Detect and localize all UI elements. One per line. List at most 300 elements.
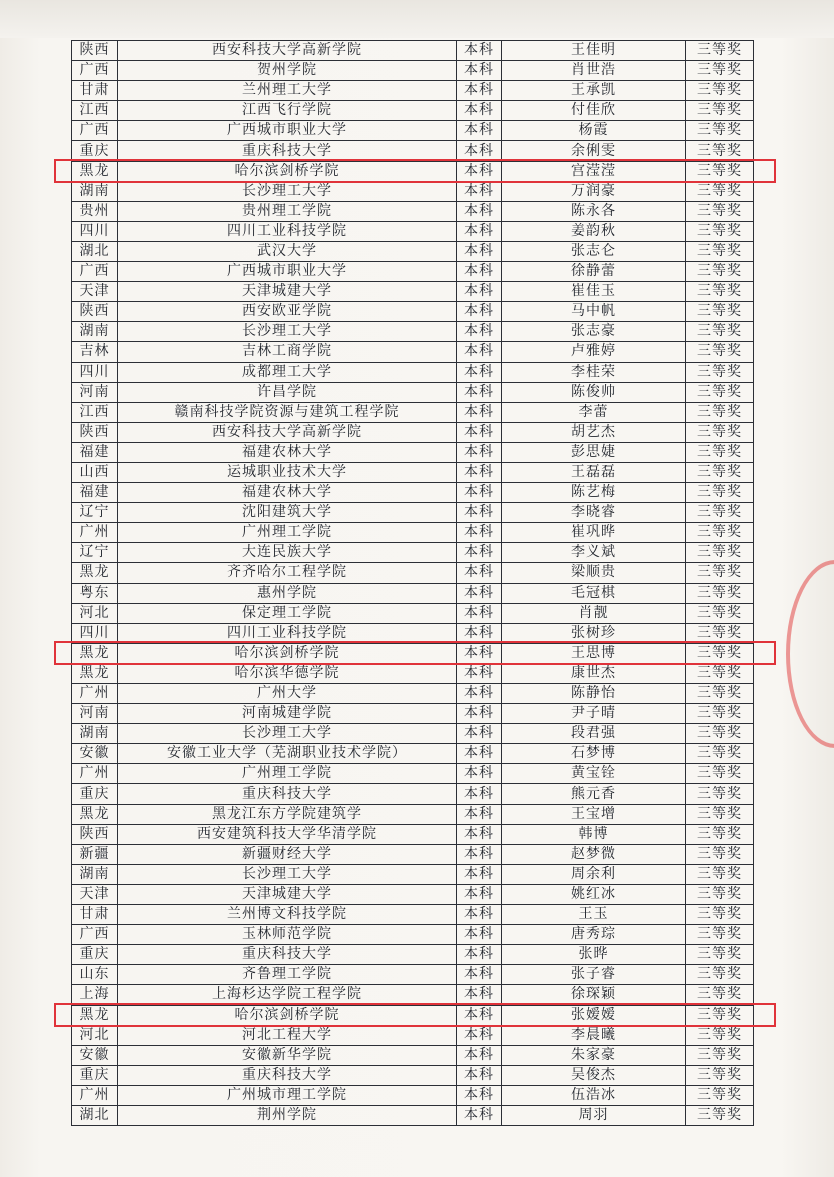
province-cell: 粤东: [72, 583, 118, 603]
province-cell: 山西: [72, 462, 118, 482]
level-cell: 本科: [457, 503, 502, 523]
table-row: [72, 945, 754, 965]
school-cell: 哈尔滨剑桥学院: [118, 161, 457, 181]
award-cell: 三等奖: [686, 684, 754, 704]
level-cell: 本科: [457, 985, 502, 1005]
table-row: [72, 141, 754, 161]
table-row: [72, 241, 754, 261]
school-cell: 长沙理工大学: [118, 181, 457, 201]
province-cell: 黑龙: [72, 563, 118, 583]
province-cell: 广西: [72, 925, 118, 945]
table-row: [72, 1065, 754, 1085]
student-name-cell: 余俐雯: [502, 141, 686, 161]
student-name-cell: 张子睿: [502, 965, 686, 985]
province-cell: 甘肃: [72, 81, 118, 101]
level-cell: 本科: [457, 663, 502, 683]
table-row: [72, 382, 754, 402]
award-cell: 三等奖: [686, 422, 754, 442]
level-cell: 本科: [457, 724, 502, 744]
award-cell: 三等奖: [686, 1105, 754, 1125]
level-cell: 本科: [457, 121, 502, 141]
level-cell: 本科: [457, 302, 502, 322]
award-cell: 三等奖: [686, 663, 754, 683]
student-name-cell: 李桂荣: [502, 362, 686, 382]
table-row: [72, 663, 754, 683]
student-name-cell: 王磊磊: [502, 462, 686, 482]
level-cell: 本科: [457, 623, 502, 643]
level-cell: 本科: [457, 282, 502, 302]
level-cell: 本科: [457, 684, 502, 704]
award-cell: 三等奖: [686, 302, 754, 322]
province-cell: 上海: [72, 985, 118, 1005]
student-name-cell: 彭思婕: [502, 442, 686, 462]
award-cell: 三等奖: [686, 643, 754, 663]
student-name-cell: 胡艺杰: [502, 422, 686, 442]
award-cell: 三等奖: [686, 1045, 754, 1065]
student-name-cell: 崔佳玉: [502, 282, 686, 302]
student-name-cell: 王思博: [502, 643, 686, 663]
school-cell: 安徽工业大学（芜湖职业技术学院）: [118, 744, 457, 764]
award-cell: 三等奖: [686, 181, 754, 201]
table-row: [72, 362, 754, 382]
award-cell: 三等奖: [686, 543, 754, 563]
school-cell: 长沙理工大学: [118, 322, 457, 342]
province-cell: 重庆: [72, 141, 118, 161]
table-row: [72, 282, 754, 302]
level-cell: 本科: [457, 81, 502, 101]
province-cell: 广西: [72, 61, 118, 81]
school-cell: 贵州理工学院: [118, 201, 457, 221]
table-row: [72, 925, 754, 945]
student-name-cell: 陈俊帅: [502, 382, 686, 402]
level-cell: 本科: [457, 1025, 502, 1045]
school-cell: 广西城市职业大学: [118, 262, 457, 282]
student-name-cell: 朱家豪: [502, 1045, 686, 1065]
province-cell: 河南: [72, 382, 118, 402]
table-row: [72, 61, 754, 81]
school-cell: 大连民族大学: [118, 543, 457, 563]
level-cell: 本科: [457, 844, 502, 864]
level-cell: 本科: [457, 543, 502, 563]
province-cell: 江西: [72, 101, 118, 121]
award-cell: 三等奖: [686, 382, 754, 402]
student-name-cell: 王承凯: [502, 81, 686, 101]
award-cell: 三等奖: [686, 764, 754, 784]
school-cell: 惠州学院: [118, 583, 457, 603]
level-cell: 本科: [457, 603, 502, 623]
province-cell: 天津: [72, 282, 118, 302]
province-cell: 黑龙: [72, 161, 118, 181]
student-name-cell: 李晨曦: [502, 1025, 686, 1045]
province-cell: 安徽: [72, 744, 118, 764]
award-cell: 三等奖: [686, 101, 754, 121]
table-row: [72, 201, 754, 221]
table-row: [72, 503, 754, 523]
award-cell: 三等奖: [686, 483, 754, 503]
level-cell: 本科: [457, 322, 502, 342]
school-cell: 哈尔滨华德学院: [118, 663, 457, 683]
award-cell: 三等奖: [686, 1005, 754, 1025]
award-cell: 三等奖: [686, 603, 754, 623]
student-name-cell: 尹子晴: [502, 704, 686, 724]
level-cell: 本科: [457, 563, 502, 583]
province-cell: 天津: [72, 884, 118, 904]
table-row: [72, 41, 754, 61]
school-cell: 兰州博文科技学院: [118, 905, 457, 925]
province-cell: 湖南: [72, 322, 118, 342]
student-name-cell: 赵梦微: [502, 844, 686, 864]
school-cell: 福建农林大学: [118, 442, 457, 462]
province-cell: 湖南: [72, 181, 118, 201]
student-name-cell: 张志豪: [502, 322, 686, 342]
table-row: [72, 824, 754, 844]
school-cell: 广州理工学院: [118, 764, 457, 784]
table-row: [72, 764, 754, 784]
table-row: [72, 101, 754, 121]
school-cell: 齐鲁理工学院: [118, 965, 457, 985]
award-cell: 三等奖: [686, 141, 754, 161]
school-cell: 保定理工学院: [118, 603, 457, 623]
table-row: [72, 884, 754, 904]
level-cell: 本科: [457, 41, 502, 61]
table-row: [72, 724, 754, 744]
table-row: [72, 1005, 754, 1025]
school-cell: 广州大学: [118, 684, 457, 704]
table-row: [72, 905, 754, 925]
table-row: [72, 784, 754, 804]
award-cell: 三等奖: [686, 884, 754, 904]
awards-table: [71, 40, 754, 1126]
level-cell: 本科: [457, 764, 502, 784]
school-cell: 长沙理工大学: [118, 864, 457, 884]
table-row: [72, 965, 754, 985]
student-name-cell: 张树珍: [502, 623, 686, 643]
award-cell: 三等奖: [686, 462, 754, 482]
student-name-cell: 陈艺梅: [502, 483, 686, 503]
school-cell: 四川工业科技学院: [118, 623, 457, 643]
province-cell: 河北: [72, 1025, 118, 1045]
award-cell: 三等奖: [686, 704, 754, 724]
level-cell: 本科: [457, 925, 502, 945]
level-cell: 本科: [457, 241, 502, 261]
award-cell: 三等奖: [686, 402, 754, 422]
school-cell: 重庆科技大学: [118, 945, 457, 965]
province-cell: 重庆: [72, 945, 118, 965]
award-cell: 三等奖: [686, 282, 754, 302]
table-row: [72, 181, 754, 201]
table-row: [72, 563, 754, 583]
table-row: [72, 744, 754, 764]
level-cell: 本科: [457, 1045, 502, 1065]
student-name-cell: 李蕾: [502, 402, 686, 422]
school-cell: 福建农林大学: [118, 483, 457, 503]
level-cell: 本科: [457, 422, 502, 442]
award-cell: 三等奖: [686, 864, 754, 884]
award-cell: 三等奖: [686, 523, 754, 543]
student-name-cell: 伍浩冰: [502, 1085, 686, 1105]
student-name-cell: 肖靓: [502, 603, 686, 623]
award-cell: 三等奖: [686, 262, 754, 282]
student-name-cell: 唐秀琮: [502, 925, 686, 945]
student-name-cell: 张晔: [502, 945, 686, 965]
student-name-cell: 王佳明: [502, 41, 686, 61]
school-cell: 成都理工大学: [118, 362, 457, 382]
student-name-cell: 李晓睿: [502, 503, 686, 523]
school-cell: 西安科技大学高新学院: [118, 41, 457, 61]
province-cell: 甘肃: [72, 905, 118, 925]
level-cell: 本科: [457, 483, 502, 503]
province-cell: 重庆: [72, 784, 118, 804]
award-cell: 三等奖: [686, 81, 754, 101]
student-name-cell: 梁顺贵: [502, 563, 686, 583]
student-name-cell: 崔巩晔: [502, 523, 686, 543]
level-cell: 本科: [457, 744, 502, 764]
province-cell: 陕西: [72, 41, 118, 61]
school-cell: 长沙理工大学: [118, 724, 457, 744]
province-cell: 黑龙: [72, 804, 118, 824]
table-row: [72, 342, 754, 362]
student-name-cell: 张嫒嫒: [502, 1005, 686, 1025]
level-cell: 本科: [457, 462, 502, 482]
table-row: [72, 583, 754, 603]
student-name-cell: 陈静怡: [502, 684, 686, 704]
student-name-cell: 石梦博: [502, 744, 686, 764]
province-cell: 福建: [72, 442, 118, 462]
table-row: [72, 603, 754, 623]
level-cell: 本科: [457, 181, 502, 201]
table-row: [72, 1105, 754, 1125]
province-cell: 广西: [72, 121, 118, 141]
school-cell: 新疆财经大学: [118, 844, 457, 864]
school-cell: 兰州理工大学: [118, 81, 457, 101]
table-row: [72, 462, 754, 482]
province-cell: 安徽: [72, 1045, 118, 1065]
student-name-cell: 姜韵秋: [502, 221, 686, 241]
province-cell: 四川: [72, 362, 118, 382]
award-cell: 三等奖: [686, 563, 754, 583]
award-cell: 三等奖: [686, 201, 754, 221]
student-name-cell: 姚红冰: [502, 884, 686, 904]
award-cell: 三等奖: [686, 623, 754, 643]
award-cell: 三等奖: [686, 61, 754, 81]
school-cell: 吉林工商学院: [118, 342, 457, 362]
school-cell: 武汉大学: [118, 241, 457, 261]
level-cell: 本科: [457, 262, 502, 282]
level-cell: 本科: [457, 824, 502, 844]
table-row: [72, 1025, 754, 1045]
level-cell: 本科: [457, 442, 502, 462]
school-cell: 哈尔滨剑桥学院: [118, 1005, 457, 1025]
award-cell: 三等奖: [686, 362, 754, 382]
school-cell: 运城职业技术大学: [118, 462, 457, 482]
student-name-cell: 熊元香: [502, 784, 686, 804]
level-cell: 本科: [457, 905, 502, 925]
province-cell: 广州: [72, 764, 118, 784]
school-cell: 天津城建大学: [118, 282, 457, 302]
student-name-cell: 周羽: [502, 1105, 686, 1125]
table-row: [72, 1045, 754, 1065]
table-row: [72, 684, 754, 704]
table-row: [72, 704, 754, 724]
student-name-cell: 王宝增: [502, 804, 686, 824]
level-cell: 本科: [457, 342, 502, 362]
province-cell: 陕西: [72, 422, 118, 442]
level-cell: 本科: [457, 643, 502, 663]
student-name-cell: 韩博: [502, 824, 686, 844]
school-cell: 安徽新华学院: [118, 1045, 457, 1065]
school-cell: 河北工程大学: [118, 1025, 457, 1045]
table-row: [72, 804, 754, 824]
student-name-cell: 毛冠棋: [502, 583, 686, 603]
table-row: [72, 221, 754, 241]
table-row: [72, 864, 754, 884]
province-cell: 黑龙: [72, 1005, 118, 1025]
school-cell: 荆州学院: [118, 1105, 457, 1125]
student-name-cell: 段君强: [502, 724, 686, 744]
province-cell: 湖北: [72, 1105, 118, 1125]
award-cell: 三等奖: [686, 844, 754, 864]
level-cell: 本科: [457, 221, 502, 241]
level-cell: 本科: [457, 141, 502, 161]
award-cell: 三等奖: [686, 442, 754, 462]
province-cell: 广州: [72, 684, 118, 704]
student-name-cell: 黄宝铨: [502, 764, 686, 784]
table-row: [72, 543, 754, 563]
province-cell: 四川: [72, 221, 118, 241]
table-row: [72, 523, 754, 543]
province-cell: 四川: [72, 623, 118, 643]
student-name-cell: 吴俊杰: [502, 1065, 686, 1085]
student-name-cell: 康世杰: [502, 663, 686, 683]
award-cell: 三等奖: [686, 1085, 754, 1105]
student-name-cell: 陈永各: [502, 201, 686, 221]
award-cell: 三等奖: [686, 985, 754, 1005]
award-cell: 三等奖: [686, 945, 754, 965]
table-row: [72, 985, 754, 1005]
province-cell: 陕西: [72, 302, 118, 322]
level-cell: 本科: [457, 161, 502, 181]
table-row: [72, 322, 754, 342]
school-cell: 四川工业科技学院: [118, 221, 457, 241]
province-cell: 广州: [72, 523, 118, 543]
province-cell: 贵州: [72, 201, 118, 221]
school-cell: 黑龙江东方学院建筑学: [118, 804, 457, 824]
award-cell: 三等奖: [686, 322, 754, 342]
school-cell: 齐齐哈尔工程学院: [118, 563, 457, 583]
province-cell: 新疆: [72, 844, 118, 864]
school-cell: 赣南科技学院资源与建筑工程学院: [118, 402, 457, 422]
school-cell: 河南城建学院: [118, 704, 457, 724]
table-row: [72, 262, 754, 282]
student-name-cell: 张志仑: [502, 241, 686, 261]
province-cell: 河南: [72, 704, 118, 724]
award-cell: 三等奖: [686, 121, 754, 141]
school-cell: 许昌学院: [118, 382, 457, 402]
province-cell: 吉林: [72, 342, 118, 362]
province-cell: 黑龙: [72, 663, 118, 683]
level-cell: 本科: [457, 523, 502, 543]
level-cell: 本科: [457, 804, 502, 824]
award-cell: 三等奖: [686, 161, 754, 181]
student-name-cell: 马中帆: [502, 302, 686, 322]
level-cell: 本科: [457, 784, 502, 804]
level-cell: 本科: [457, 201, 502, 221]
award-cell: 三等奖: [686, 503, 754, 523]
province-cell: 广西: [72, 262, 118, 282]
student-name-cell: 周余利: [502, 864, 686, 884]
school-cell: 江西飞行学院: [118, 101, 457, 121]
award-cell: 三等奖: [686, 925, 754, 945]
level-cell: 本科: [457, 583, 502, 603]
level-cell: 本科: [457, 362, 502, 382]
school-cell: 重庆科技大学: [118, 784, 457, 804]
table-row: [72, 643, 754, 663]
level-cell: 本科: [457, 1105, 502, 1125]
school-cell: 广州城市理工学院: [118, 1085, 457, 1105]
award-cell: 三等奖: [686, 784, 754, 804]
level-cell: 本科: [457, 1005, 502, 1025]
school-cell: 贺州学院: [118, 61, 457, 81]
table-row: [72, 1085, 754, 1105]
province-cell: 黑龙: [72, 643, 118, 663]
level-cell: 本科: [457, 1085, 502, 1105]
student-name-cell: 付佳欣: [502, 101, 686, 121]
award-cell: 三等奖: [686, 744, 754, 764]
school-cell: 玉林师范学院: [118, 925, 457, 945]
award-cell: 三等奖: [686, 41, 754, 61]
province-cell: 湖南: [72, 864, 118, 884]
school-cell: 西安建筑科技大学华清学院: [118, 824, 457, 844]
student-name-cell: 万润豪: [502, 181, 686, 201]
school-cell: 重庆科技大学: [118, 141, 457, 161]
province-cell: 湖南: [72, 724, 118, 744]
province-cell: 湖北: [72, 241, 118, 261]
student-name-cell: 卢雅婷: [502, 342, 686, 362]
award-cell: 三等奖: [686, 724, 754, 744]
award-cell: 三等奖: [686, 342, 754, 362]
school-cell: 广州理工学院: [118, 523, 457, 543]
level-cell: 本科: [457, 945, 502, 965]
province-cell: 河北: [72, 603, 118, 623]
level-cell: 本科: [457, 965, 502, 985]
table-row: [72, 81, 754, 101]
school-cell: 广西城市职业大学: [118, 121, 457, 141]
student-name-cell: 宫滢滢: [502, 161, 686, 181]
province-cell: 重庆: [72, 1065, 118, 1085]
table-row: [72, 422, 754, 442]
award-cell: 三等奖: [686, 804, 754, 824]
table-row: [72, 302, 754, 322]
level-cell: 本科: [457, 61, 502, 81]
table-row: [72, 844, 754, 864]
award-cell: 三等奖: [686, 824, 754, 844]
student-name-cell: 肖世浩: [502, 61, 686, 81]
student-name-cell: 王玉: [502, 905, 686, 925]
school-cell: 天津城建大学: [118, 884, 457, 904]
level-cell: 本科: [457, 101, 502, 121]
award-cell: 三等奖: [686, 1065, 754, 1085]
school-cell: 重庆科技大学: [118, 1065, 457, 1085]
school-cell: 沈阳建筑大学: [118, 503, 457, 523]
table-row: [72, 161, 754, 181]
award-cell: 三等奖: [686, 221, 754, 241]
student-name-cell: 李义斌: [502, 543, 686, 563]
red-seal-stamp: [786, 560, 834, 748]
award-cell: 三等奖: [686, 241, 754, 261]
level-cell: 本科: [457, 1065, 502, 1085]
school-cell: 哈尔滨剑桥学院: [118, 643, 457, 663]
student-name-cell: 徐静蕾: [502, 262, 686, 282]
